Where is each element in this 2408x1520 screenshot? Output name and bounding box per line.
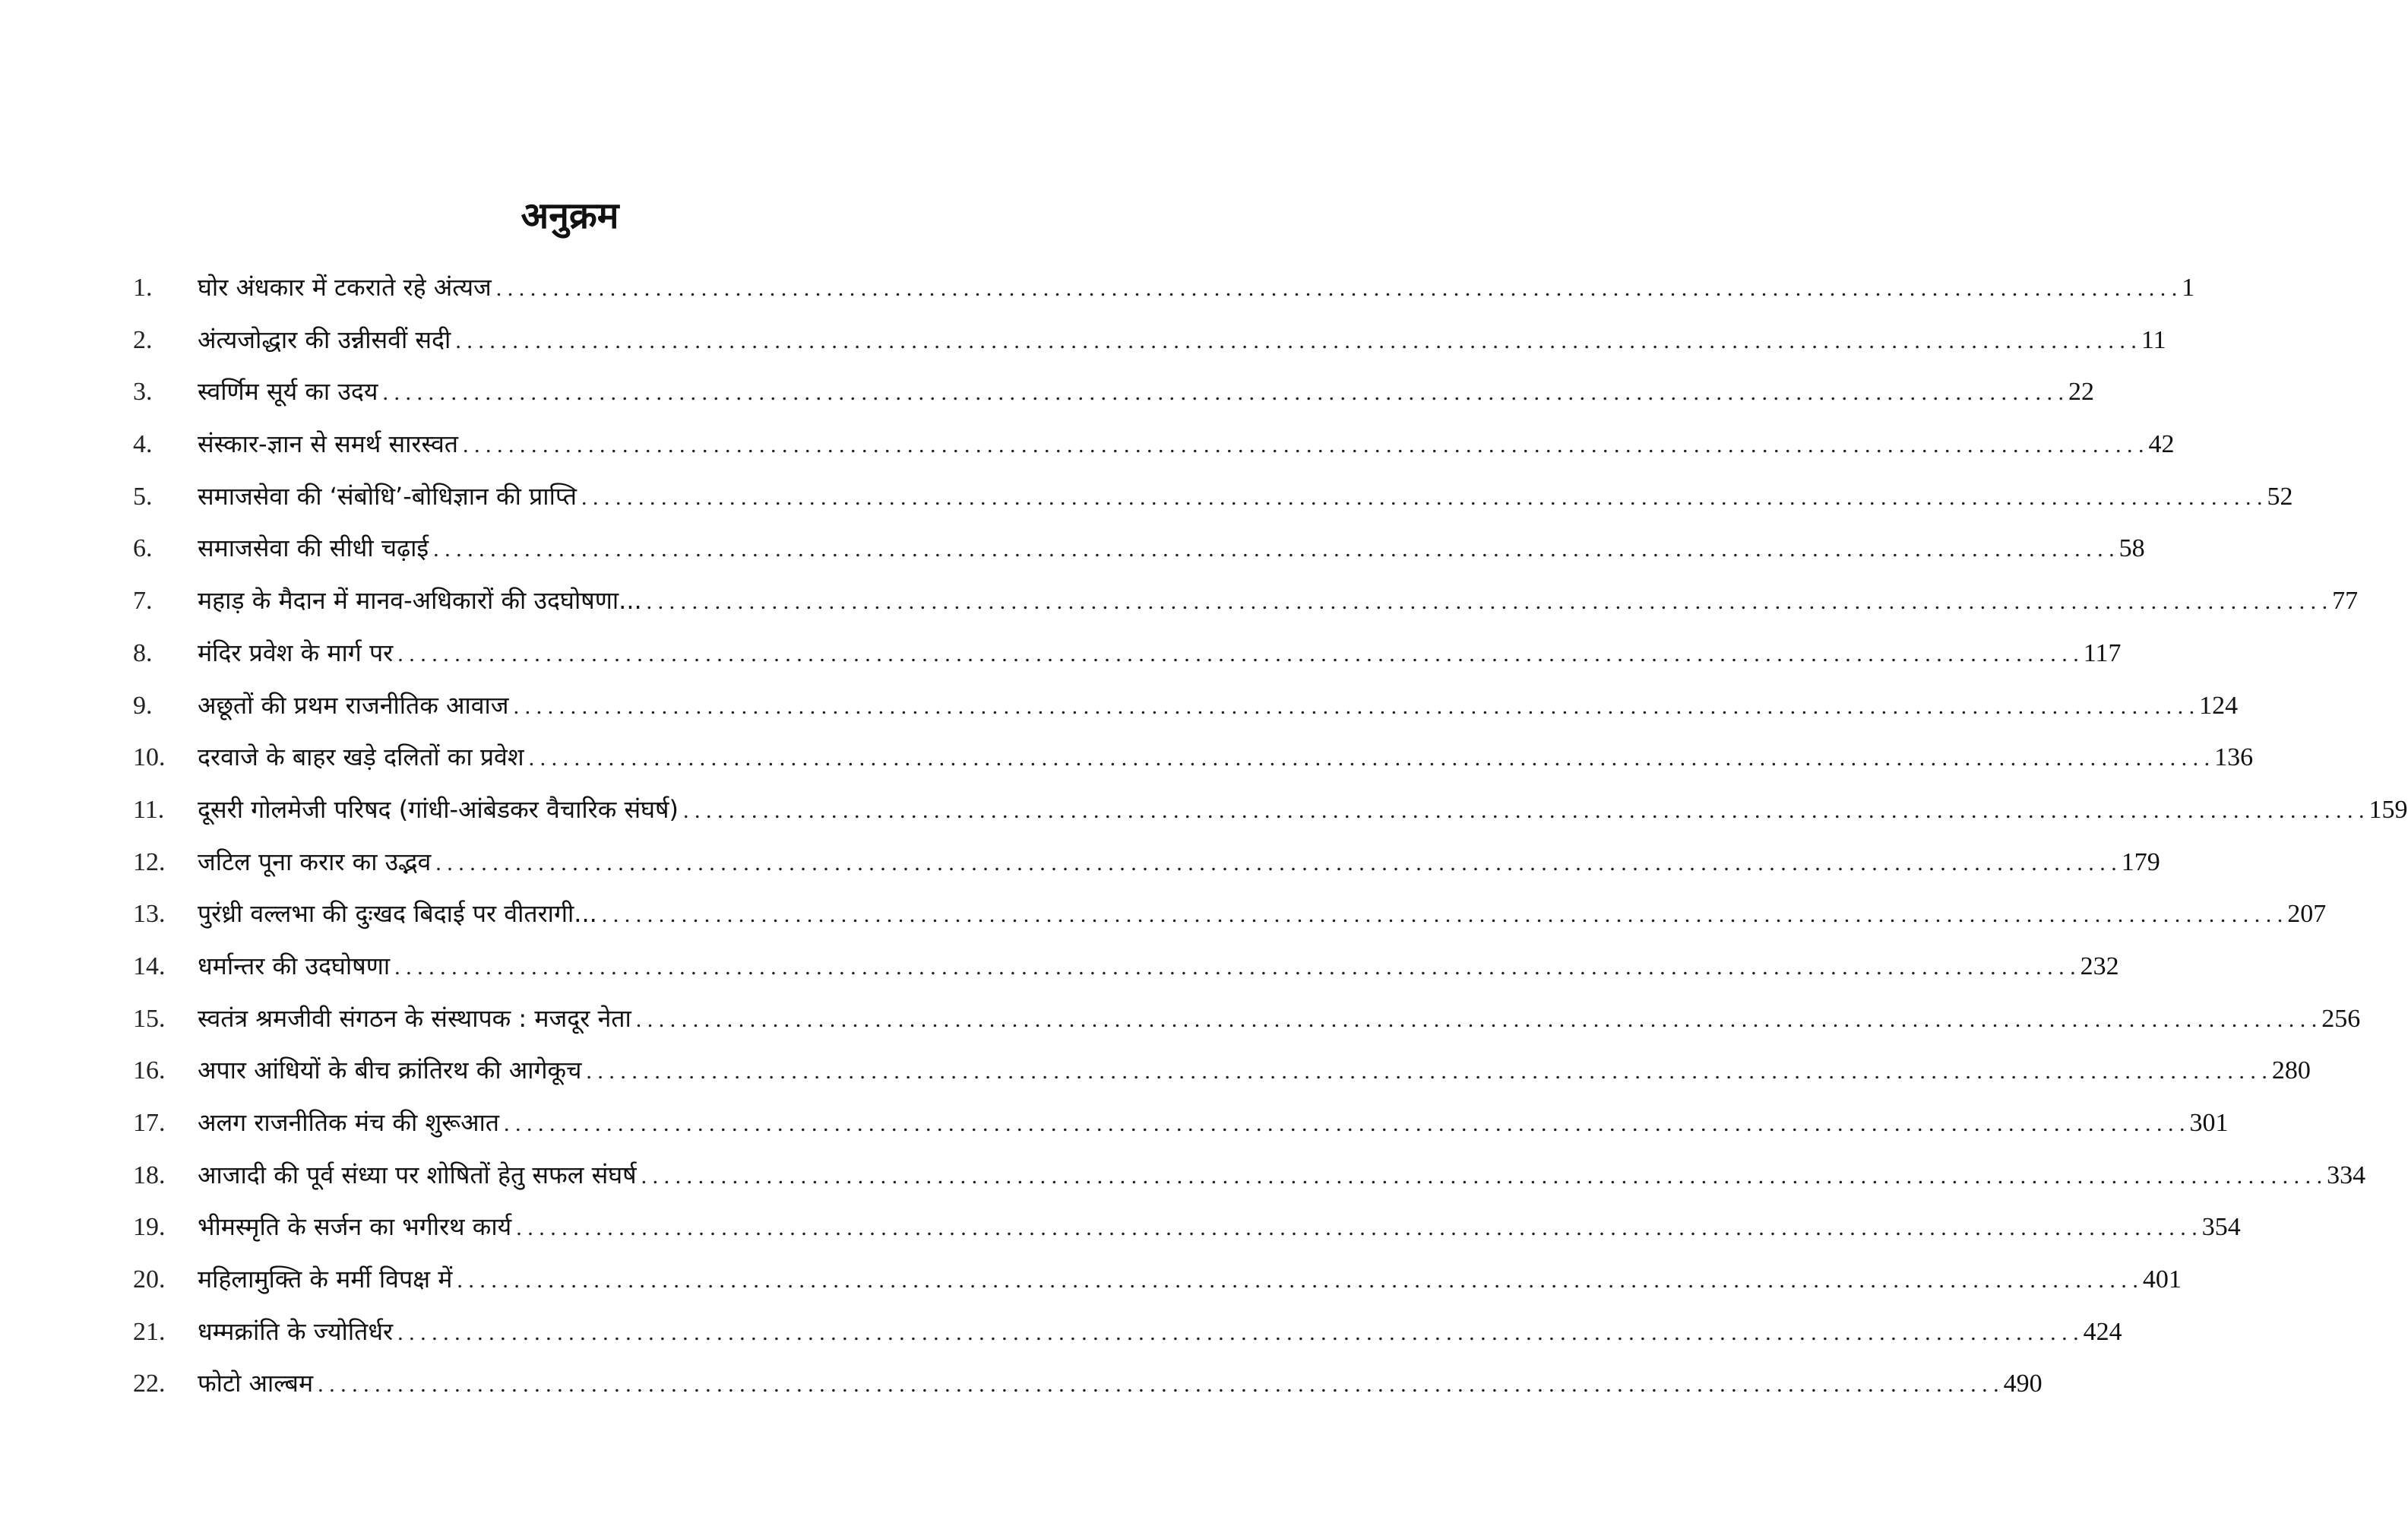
entry-number: 2. bbox=[133, 325, 153, 354]
entry-title: भीमस्मृति के सर्जन का भगीरथ कार्य bbox=[198, 1212, 512, 1242]
dot-leader bbox=[647, 576, 2328, 629]
entry-title: मंदिर प्रवेश के मार्ग पर bbox=[198, 638, 394, 667]
dot-leader bbox=[382, 367, 2064, 420]
entry-title: दूसरी गोलमेजी परिषद (गांधी-आंबेडकर वैचारिक संघर्ष) bbox=[198, 794, 679, 824]
toc-entry bbox=[133, 1306, 2122, 1358]
entry-page-number: 117 bbox=[2083, 638, 2122, 667]
entry-number: 21. bbox=[133, 1317, 166, 1346]
entry-number: 15. bbox=[133, 1004, 166, 1033]
entry-number: 4. bbox=[133, 430, 153, 459]
entry-title: स्वतंत्र श्रमजीवी संगठन के संस्थापक : मजदूर नेता bbox=[198, 1003, 631, 1033]
entry-page-number: 11 bbox=[2141, 325, 2166, 354]
entry-number: 14. bbox=[133, 952, 166, 980]
entry-number: 16. bbox=[133, 1056, 166, 1085]
dot-leader bbox=[435, 838, 2117, 890]
dot-leader bbox=[455, 315, 2137, 368]
toc-entry bbox=[133, 784, 2408, 836]
entry-number: 22. bbox=[133, 1370, 166, 1398]
entry-title: समाजसेवा की सीधी चढ़ाई bbox=[198, 534, 429, 563]
entry-page-number: 401 bbox=[2142, 1265, 2182, 1294]
entry-number: 11. bbox=[133, 795, 165, 824]
entry-title: अपार आंधियों के बीच क्रांतिरथ की आगेकूच bbox=[198, 1056, 582, 1085]
toc-entry bbox=[133, 418, 2175, 470]
dot-leader bbox=[397, 1307, 2079, 1360]
entry-page-number: 354 bbox=[2201, 1213, 2241, 1242]
toc-entry bbox=[133, 1044, 2311, 1097]
dot-leader bbox=[683, 785, 2365, 838]
entry-page-number: 136 bbox=[2214, 743, 2254, 772]
entry-number: 5. bbox=[133, 482, 153, 511]
entry-page-number: 52 bbox=[2267, 482, 2293, 511]
entry-title: महाड़ के मैदान में मानव-अधिकारों की उदघोषणा... bbox=[198, 586, 642, 616]
toc-entry bbox=[133, 314, 2166, 366]
dot-leader bbox=[641, 1151, 2323, 1203]
entry-page-number: 179 bbox=[2121, 847, 2160, 876]
toc-entry bbox=[133, 888, 2327, 940]
toc-entry bbox=[133, 1097, 2229, 1149]
dot-leader bbox=[433, 524, 2115, 576]
entry-number: 17. bbox=[133, 1109, 166, 1137]
entry-title: घोर अंधकार में टकराते रहे अंत्यज bbox=[198, 273, 492, 302]
dot-leader bbox=[394, 942, 2076, 994]
entry-number: 18. bbox=[133, 1161, 166, 1189]
toc-entry bbox=[133, 575, 2359, 627]
entry-number: 3. bbox=[133, 378, 153, 407]
entry-title: पुरंध्री वल्लभा की दुःखद बिदाई पर वीतरागी... bbox=[198, 899, 597, 929]
entry-title: अलग राजनीतिक मंच की शुरूआत bbox=[198, 1108, 500, 1137]
entry-page-number: 490 bbox=[2003, 1370, 2043, 1398]
entry-number: 8. bbox=[133, 638, 153, 667]
entry-title: जटिल पूना करार का उद्भव bbox=[198, 847, 432, 876]
toc-entry bbox=[133, 1357, 2043, 1410]
dot-leader bbox=[529, 733, 2210, 785]
toc-entry bbox=[133, 1201, 2241, 1253]
toc-entry bbox=[133, 366, 2094, 418]
entry-title: धर्मान्तर की उदघोषणा bbox=[198, 951, 391, 980]
toc-entry bbox=[133, 627, 2122, 679]
entry-number: 1. bbox=[133, 274, 153, 302]
entry-title: महिलामुक्ति के मर्मी विपक्ष में bbox=[198, 1265, 453, 1294]
toc-entry bbox=[133, 836, 2160, 888]
dot-leader bbox=[397, 629, 2079, 681]
entry-page-number: 1 bbox=[2182, 274, 2195, 302]
entry-page-number: 280 bbox=[2271, 1056, 2311, 1085]
table-of-contents bbox=[133, 261, 2408, 1410]
entry-title: संस्कार-ज्ञान से समर्थ सारस्वत bbox=[198, 429, 458, 459]
dot-leader bbox=[318, 1359, 1999, 1411]
entry-title: धम्मक्रांति के ज्योतिर्धर bbox=[198, 1316, 394, 1346]
dot-leader bbox=[581, 472, 2263, 524]
entry-title: स्वर्णिम सूर्य का उदय bbox=[198, 377, 378, 407]
entry-page-number: 256 bbox=[2321, 1004, 2361, 1033]
toc-entry bbox=[133, 1253, 2182, 1306]
entry-number: 6. bbox=[133, 534, 153, 563]
entry-page-number: 301 bbox=[2189, 1109, 2229, 1137]
entry-page-number: 77 bbox=[2332, 587, 2359, 616]
entry-title: दरवाजे के बाहर खड़े दलितों का प्रवेश bbox=[198, 743, 524, 772]
toc-entry bbox=[133, 940, 2119, 993]
dot-leader bbox=[463, 420, 2144, 472]
entry-page-number: 232 bbox=[2080, 952, 2119, 980]
toc-entry bbox=[133, 679, 2239, 732]
toc-entry bbox=[133, 731, 2254, 784]
entry-title: फोटो आल्बम bbox=[198, 1369, 314, 1398]
entry-number: 12. bbox=[133, 847, 166, 876]
entry-page-number: 124 bbox=[2199, 691, 2239, 720]
toc-entry bbox=[133, 522, 2145, 575]
entry-number: 19. bbox=[133, 1213, 166, 1242]
entry-number: 10. bbox=[133, 743, 166, 772]
toc-entry bbox=[133, 1149, 2366, 1202]
entry-title: समाजसेवा की ‘संबोधि’-बोधिज्ञान की प्राप्ति bbox=[198, 481, 577, 511]
dot-leader bbox=[586, 1046, 2267, 1098]
toc-entry bbox=[133, 261, 2195, 314]
entry-title: आजादी की पूर्व संध्या पर शोषितों हेतु सफल संघर्ष bbox=[198, 1160, 637, 1189]
dot-leader bbox=[457, 1255, 2138, 1307]
entry-page-number: 334 bbox=[2327, 1161, 2366, 1189]
dot-leader bbox=[602, 889, 2283, 942]
dot-leader bbox=[496, 263, 2178, 315]
entry-page-number: 58 bbox=[2118, 534, 2145, 563]
dot-leader bbox=[516, 1202, 2198, 1255]
page-title: अनुक्रम bbox=[521, 195, 619, 238]
entry-title: अंत्यजोद्धार की उन्नीसवीं सदी bbox=[198, 325, 451, 354]
entry-title: अछूतों की प्रथम राजनीतिक आवाज bbox=[198, 690, 509, 720]
dot-leader bbox=[636, 994, 2318, 1047]
dot-leader bbox=[514, 681, 2195, 733]
entry-page-number: 22 bbox=[2068, 378, 2094, 407]
toc-entry bbox=[133, 993, 2361, 1045]
entry-number: 20. bbox=[133, 1265, 166, 1294]
toc-entry bbox=[133, 470, 2293, 523]
dot-leader bbox=[504, 1098, 2185, 1151]
entry-page-number: 424 bbox=[2083, 1317, 2122, 1346]
entry-number: 7. bbox=[133, 587, 153, 616]
entry-page-number: 207 bbox=[2287, 900, 2327, 929]
entry-number: 9. bbox=[133, 691, 153, 720]
entry-page-number: 42 bbox=[2148, 430, 2175, 459]
entry-number: 13. bbox=[133, 900, 166, 929]
entry-page-number: 159 bbox=[2368, 795, 2408, 824]
